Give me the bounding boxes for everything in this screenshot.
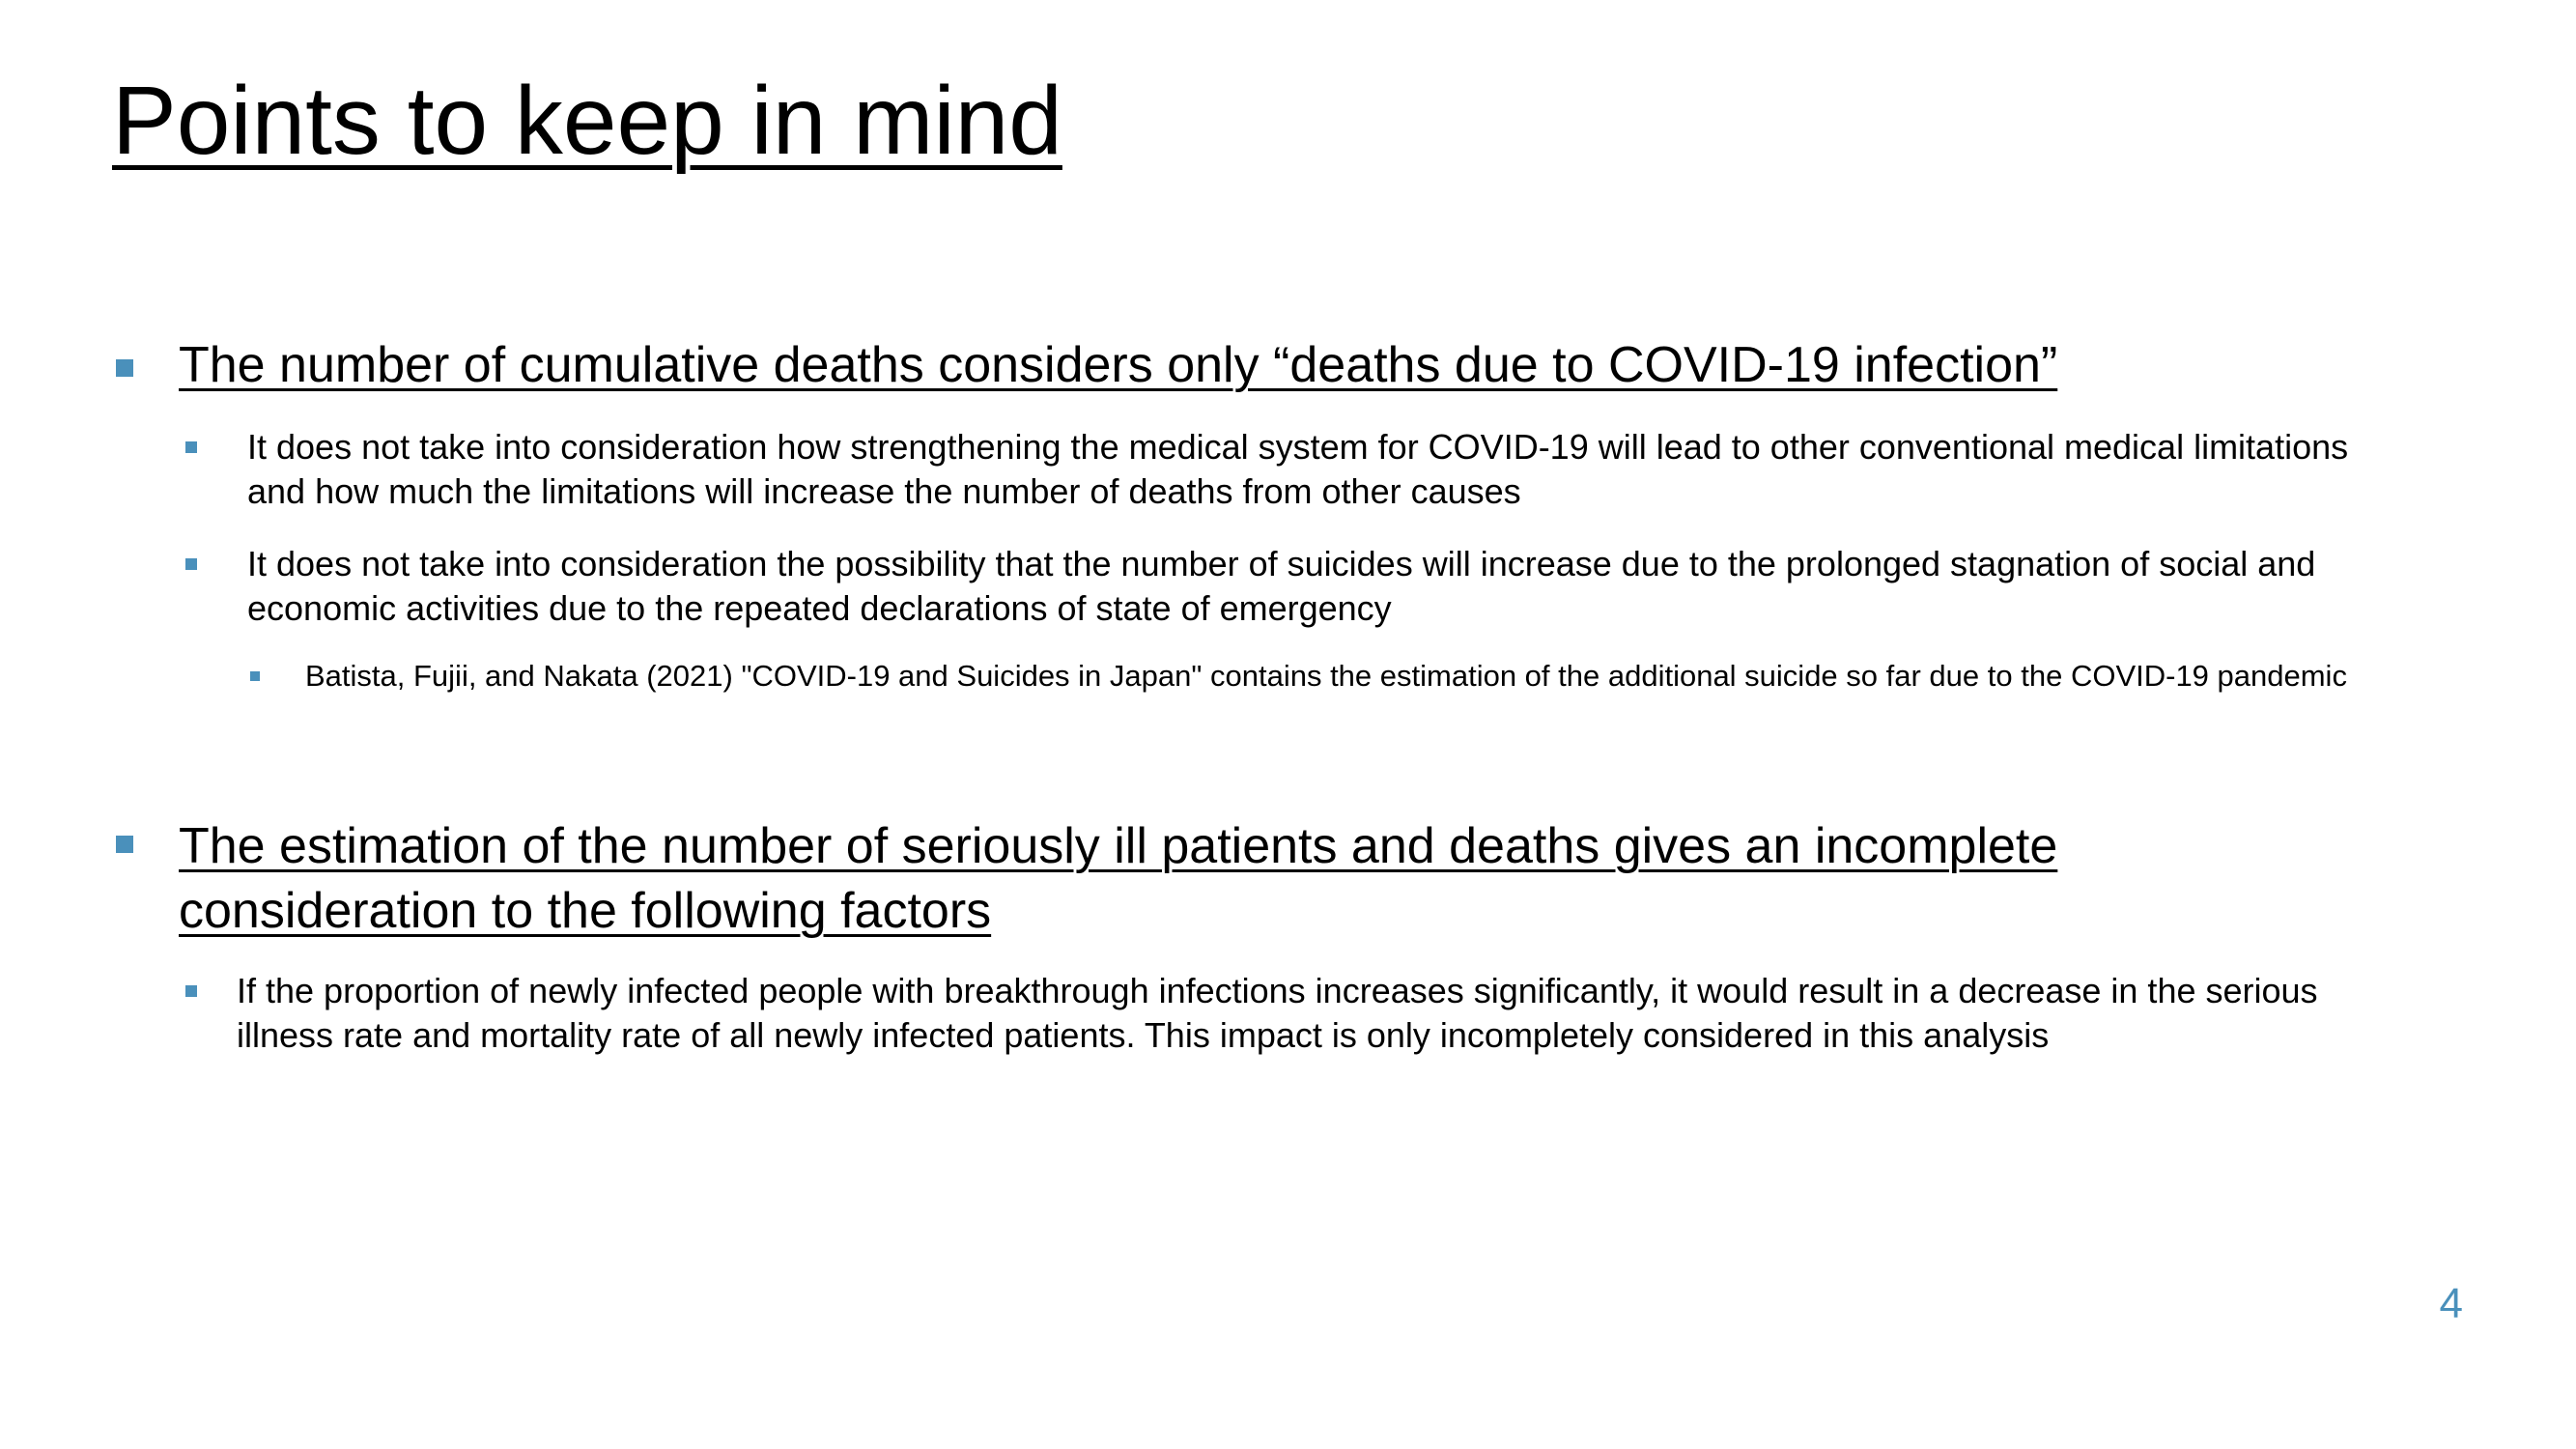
section-1-item-2-text: It does not take into consideration the possibility that the number of suicides will increase due to the prolonged stagnation of social and economic activities due to the repeated declarations of state of emergency: [247, 544, 2316, 628]
section-2-bullet: [116, 836, 133, 853]
slide-title: Points to keep in mind: [112, 67, 1062, 175]
page-number: 4: [2439, 1280, 2463, 1327]
section-1-item-1-text: It does not take into consideration how strengthening the medical system for COVID-19 will lead to other conventional medical limitations and how much the limitations will increase the number of deaths from other causes: [247, 427, 2349, 511]
section-1-heading: The number of cumulative deaths considers only “deaths due to COVID-19 infection”: [179, 337, 2058, 393]
section-1-item-1-bullet: [185, 441, 197, 453]
section-1-subitem-1-bullet: [250, 671, 260, 681]
section-2-item-1-text: If the proportion of newly infected people with breakthrough infections increases significantly, it would result in a decrease in the serious illness rate and mortality rate of all newly infected patients. This impact is only incompletely considered in this analysis: [237, 971, 2318, 1055]
section-1-subitem-1-text: Batista, Fujii, and Nakata (2021) "COVID-19 and Suicides in Japan" contains the estimation of the additional suicide so far due to the COVID-19 pandemic: [305, 659, 2347, 693]
section-2-item-1-bullet: [185, 985, 197, 997]
section-2-heading: The estimation of the number of seriously ill patients and deaths gives an incomplete consideration to the following factors: [179, 818, 2058, 939]
section-1-item-2-bullet: [185, 558, 197, 570]
section-1-bullet: [116, 359, 133, 377]
